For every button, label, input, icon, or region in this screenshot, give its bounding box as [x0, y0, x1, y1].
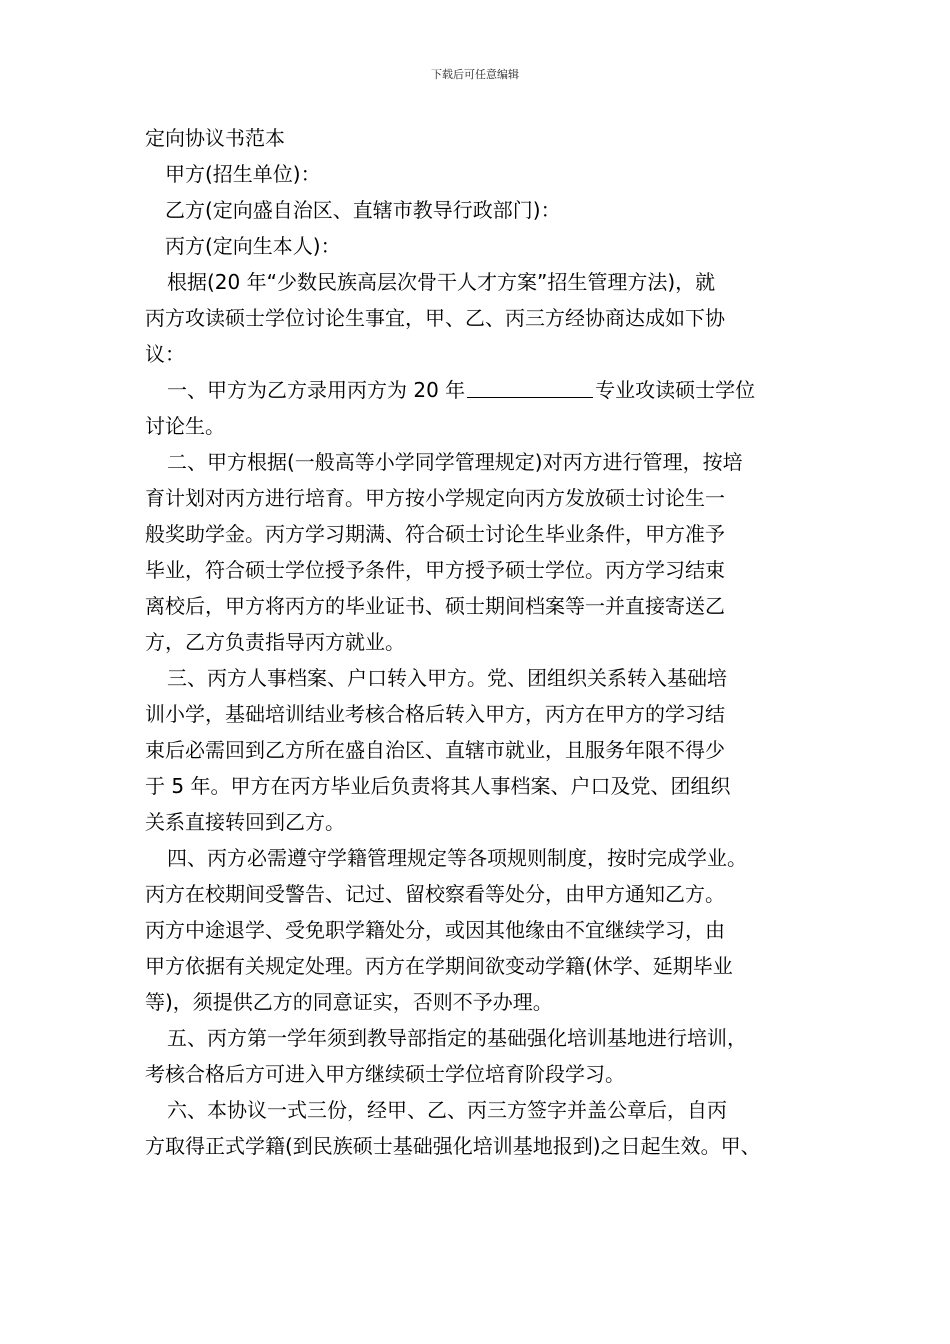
text-line: 等)，须提供乙方的同意证实，否则不予办理。: [145, 990, 553, 1014]
text-line: 于 5 年。甲方在丙方毕业后负责将其人事档案、户口及党、团组织: [145, 774, 731, 798]
text-line: 毕业，符合硕士学位授予条件，甲方授予硕士学位。丙方学习结束: [145, 558, 725, 582]
text-line: [145, 372, 825, 408]
clause-1-text-after: 专业攻读硕士学位: [595, 378, 756, 402]
document-title: 定向协议书范本: [145, 126, 285, 150]
clause-5-paragraph: [145, 1020, 825, 1092]
text-line: 训小学，基础培训结业考核合格后转入甲方，丙方在甲方的学习结: [145, 702, 725, 726]
clause-3-paragraph: [145, 660, 825, 840]
text-line: 方，乙方负责指导丙方就业。: [145, 630, 405, 654]
text-line: 离校后，甲方将丙方的毕业证书、硕士期间档案等一并直接寄送乙: [145, 594, 725, 618]
text-line: 育计划对丙方进行培育。甲方按小学规定向丙方发放硕士讨论生一: [145, 486, 725, 510]
clause-1-paragraph: [145, 372, 825, 444]
text-line: 讨论生。: [145, 414, 225, 438]
text-line: 般奖助学金。丙方学习期满、符合硕士讨论生毕业条件，甲方准予: [145, 522, 725, 546]
text-line: 根据(20 年“少数民族高层次骨干人才方案”招生管理方法)，就: [167, 270, 716, 294]
text-line: 甲方依据有关规定处理。丙方在学期间欲变动学籍(休学、延期毕业: [145, 954, 733, 978]
party-c-line: 丙方(定向生本人)：: [165, 234, 341, 258]
text-line: 丙方在校期间受警告、记过、留校察看等处分，由甲方通知乙方。: [145, 882, 725, 906]
document-body: [145, 120, 825, 1164]
text-line: 考核合格后方可进入甲方继续硕士学位培育阶段学习。: [145, 1062, 625, 1086]
clause-4-paragraph: [145, 840, 825, 1020]
specialty-blank-field[interactable]: [467, 375, 593, 398]
clause-1-text-before: 一、甲方为乙方录用丙方为 20 年: [167, 378, 466, 402]
text-line: 五、丙方第一学年须到教导部指定的基础强化培训基地进行培训，: [167, 1026, 747, 1050]
text-line: 方取得正式学籍(到民族硕士基础强化培训基地报到)之日起生效。甲、: [145, 1134, 761, 1158]
clause-6-paragraph: [145, 1092, 825, 1164]
text-line: 丙方中途退学、受免职学籍处分，或因其他缘由不宜继续学习，由: [145, 918, 725, 942]
text-line: 关系直接转回到乙方。: [145, 810, 345, 834]
clause-2-paragraph: [145, 444, 825, 660]
text-line: 束后必需回到乙方所在盛自治区、直辖市就业，且服务年限不得少: [145, 738, 725, 762]
text-line: 二、甲方根据(一般高等小学同学管理规定)对丙方进行管理，按培: [167, 450, 743, 474]
text-line: 三、丙方人事档案、户口转入甲方。党、团组织关系转入基础培: [167, 666, 727, 690]
text-line: 四、丙方必需遵守学籍管理规定等各项规则制度，按时完成学业。: [167, 846, 747, 870]
text-line: 六、本协议一式三份，经甲、乙、丙三方签字并盖公章后，自丙: [167, 1098, 727, 1122]
party-b-line: 乙方(定向盛自治区、直辖市教导行政部门)：: [165, 198, 561, 222]
page-header: 下载后可任意编辑: [431, 68, 519, 81]
party-a-line: 甲方(招生单位)：: [165, 162, 321, 186]
intro-paragraph: [145, 264, 825, 372]
text-line: 议：: [145, 342, 185, 366]
text-line: 丙方攻读硕士学位讨论生事宜，甲、乙、丙三方经协商达成如下协: [145, 306, 725, 330]
